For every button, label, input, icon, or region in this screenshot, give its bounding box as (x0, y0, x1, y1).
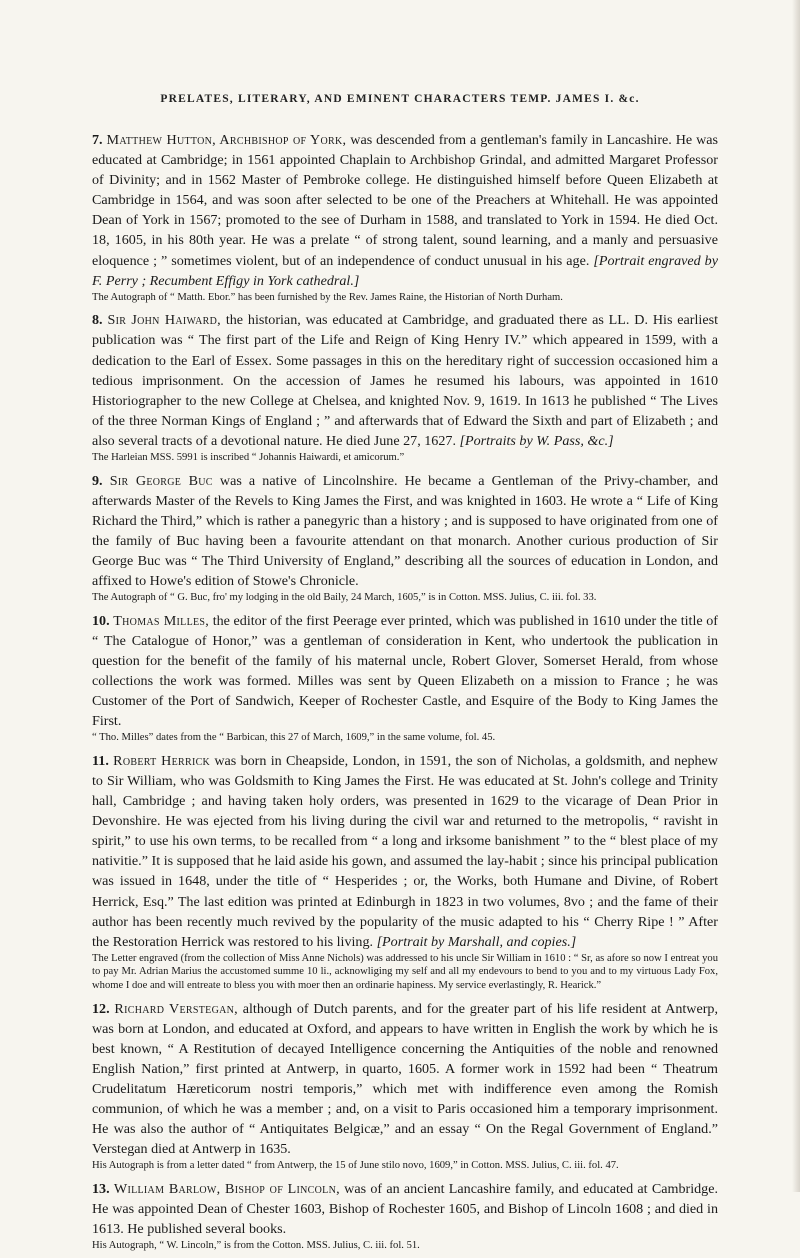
entry-paragraph (92, 1179, 718, 1239)
entry-name: Matthew Hutton, Archbishop of York, (106, 132, 347, 148)
entry-11 (92, 751, 718, 993)
autograph-note: The Autograph of “ G. Buc, fro' my lodging in the old Baily, 24 March, 1605,” is in Cotton. MSS. Julius, C. iii. fol. 33. (92, 592, 597, 604)
autograph-note: The Harleian MSS. 5991 is inscribed “ Johannis Haiwardi, et amicorum.” (92, 452, 405, 463)
entry-12 (92, 999, 718, 1173)
entry-paragraph (92, 130, 718, 291)
entry-text: was descended from a gentleman's family in Lancashire. He was educated at Cambridge; in 1561 appointed Chaplain to Archbishop Grindal, and admitted Margaret Professor of Divinity; and in 1562 Master of Pembroke college. He distinguished himself before Queen Elizabeth at Cambridge in 1564, and was soon after selected to be one of the Preachers at Whitehall. He was appointed Dean of York in 1567; promoted to the see of Durham in 1588, and translated to York in 1594. He died Oct. 18, 1605, in his 80th year. He was a prelate “ of strong talent, sound learning, and a manly and persuasive eloquence ; ” sometimes violent, but of an independence of conduct unusual in his age. (92, 132, 719, 269)
entry-name: Robert Herrick (113, 752, 211, 769)
entry-paragraph (92, 611, 718, 732)
page-body (92, 130, 718, 1258)
entry-number: 7. (92, 132, 103, 148)
entry-text: although of Dutch parents, and for the greater part of his life resident at Antwerp, was born at London, and educated at Oxford, and appears to have written in English the work by which he is best known, “ A Restitution of decayed Intelligence concerning the Antiquities of the noble and renowned English Nation,” first printed at Antwerp, in quarto, 1605. A former work in 1592 had been “ Theatrum Crudelitatum Hæreticorum nostri temporis,” which met with indifference even among the Romish communion, of which he was a member ; and, on a visit to Paris occasioned him a temporary imprisonment. He was also the author of “ Antiquitates Belgicæ,” and an essay “ On the Regal Government of England.” Verstegan died at Antwerp in 1635. (92, 1000, 718, 1158)
entry-number: 13. (92, 1180, 110, 1197)
entry-13 (92, 1179, 718, 1253)
autograph-note: The Autograph of “ Matth. Ebor.” has been furnished by the Rev. James Raine, the Historian of North Durham. (92, 291, 563, 303)
page-edge-shadow (792, 0, 800, 1192)
autograph-note: The Letter engraved (from the collection of Miss Anne Nichols) was addressed to his uncle Sir William in 1610 : “ Sr, as afore so now I entreat you to pay Mr. Adrian Marius the accustomed summe 10 li., acknowliging my self and all my endevours to bend to you and to my virtuous Lady Fox, whome I doe and will entreate to bless you with moer then an ordinarie hapiness. My service everlastingly, R. Hearick.” (92, 952, 718, 992)
portrait-note: [Portrait by Marshall, and copies.] (376, 933, 577, 950)
entry-9 (92, 471, 718, 605)
entry-name: Sir John Haiward, (107, 312, 221, 329)
entry-text: was a native of Lincolnshire. He became a Gentleman of the Privy-chamber, and afterwards Master of the Revels to King James the First, and was knighted in 1603. He wrote a “ Life of King Richard the Third,” which is rather a panegyric than a history ; and is supposed to have originated from one of the family of Buc having been a favourite attendant on that monarch. Another curious production of Sir George Buc was “ The Third University of England,” describing all the sources of education in London, and affixed to Howe's edition of Stowe's Chronicle. (92, 472, 718, 590)
entry-text: the editor of the first Peerage ever printed, which was published in 1610 under the title of “ The Catalogue of Honor,” was a gentleman of consideration in Kent, who undertook the publication in question for the benefit of the family of his maternal uncle, Robert Glover, Somerset Herald, from whose collections the work was formed. Milles was sent by Queen Elizabeth on a mission to France ; he was Customer of the Port of Sandwich, Keeper of Rochester Castle, and Esquire of the Body to King James the First. (92, 612, 718, 730)
autograph-note: “ Tho. Milles” dates from the “ Barbican, this 27 of March, 1609,” in the same volume, fol. 45. (92, 732, 496, 744)
entry-number: 8. (92, 312, 103, 329)
autograph-note: His Autograph is from a letter dated “ from Antwerp, the 15 of June stilo novo, 1609,” in Cotton. MSS. Julius, C. iii. fol. 47. (92, 1160, 619, 1172)
entry-number: 10. (92, 612, 110, 629)
entry-number: 9. (92, 472, 103, 489)
autograph-note: His Autograph, “ W. Lincoln,” is from the Cotton. MSS. Julius, C. iii. fol. 51. (92, 1240, 420, 1252)
entry-text: was of an ancient Lancashire family, and educated at Cambridge. He was appointed Dean of Chester 1603, Bishop of Rochester 1605, and Bishop of Lincoln 1608 ; and died in 1613. He published several books. (92, 1180, 718, 1238)
portrait-note: [Portrait engraved by F. Perry ; Recumbent Effigy in York cathedral.] (92, 252, 718, 289)
entry-number: 12. (92, 1000, 110, 1017)
entry-number: 11. (92, 752, 109, 769)
entry-10 (92, 611, 718, 745)
entry-name: Thomas Milles, (113, 612, 210, 629)
entry-name: William Barlow, Bishop of Lincoln, (113, 1180, 340, 1197)
entry-paragraph (92, 471, 718, 592)
entry-7 (92, 130, 718, 304)
entry-text: the historian, was educated at Cambridge, and graduated there as LL. D. His earliest publication was “ The first part of the Life and Reign of King Henry IV.” which appeared in 1599, with a dedication to the Earl of Essex. Some passages in this on the hereditary right of succession occasioned him a tedious imprisonment. On the accession of James he resumed his labours, was appointed in 1610 Historiographer to the new College at Chelsea, and knighted Nov. 9, 1619. In 1613 he published “ The Lives of the three Norman Kings of England ; ” and afterwards that of Edward the Sixth and part of Elizabeth ; and also several tracts of a devotional nature. He died June 27, 1627. (92, 312, 718, 449)
entry-8 (92, 310, 718, 464)
portrait-note: [Portraits by W. Pass, &c.] (459, 432, 614, 449)
entry-name: Richard Verstegan, (114, 1000, 238, 1017)
entry-paragraph (92, 999, 718, 1160)
running-head: PRELATES, LITERARY, AND EMINENT CHARACTERS TEMP. JAMES I. &c. (160, 93, 640, 105)
entry-text: was born in Cheapside, London, in 1591, the son of Nicholas, a goldsmith, and nephew to Sir William, who was Goldsmith to King James the First. He was educated at St. John's college and Trinity hall, Cambridge ; and having taken holy orders, was presented in 1629 to the vicarage of Dean Prior in Devonshire. He was ejected from his living during the civil war and returned to the metropolis, “ ravisht in spirit,” to use his own terms, to be recalled from “ a long and irksome banishment ” to the “ blest place of my nativitie.” It is supposed that he laid aside his gown, and assumed the lay-habit ; since his principal publication was issued in 1648, under the title of “ Hesperides ; or, the Works, both Humane and Divine, of Robert Herrick, Esq.” The last edition was printed at Edinburgh in 1823 in two volumes, 8vo ; and the fame of their author has been recently much revived by the popularity of the music adapted to his “ Cherry Ripe ! ” After the Restoration Herrick was restored to his living. (92, 752, 718, 950)
entry-name: Sir George Buc (109, 472, 213, 489)
entry-paragraph (92, 310, 718, 451)
entry-paragraph (92, 751, 718, 952)
